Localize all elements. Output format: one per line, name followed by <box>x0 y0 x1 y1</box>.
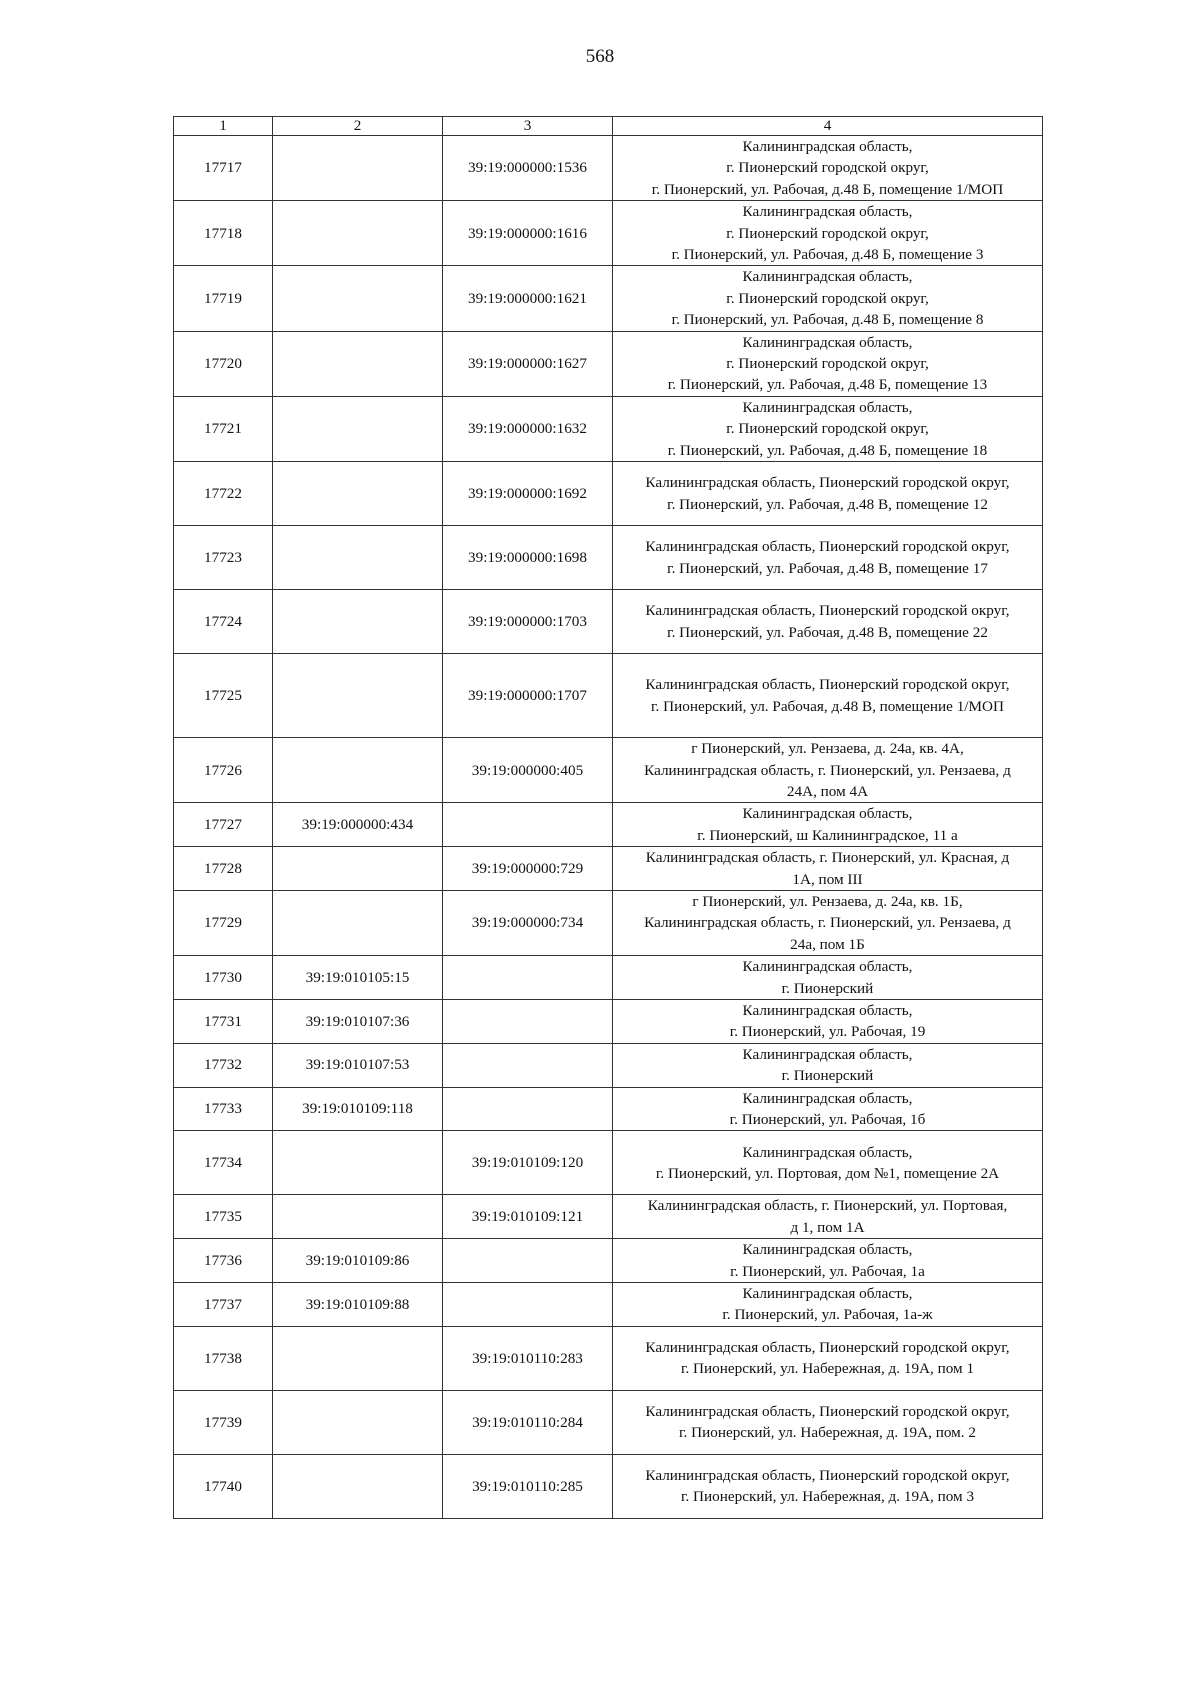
cadastral-number-cell <box>273 462 443 526</box>
cadastral-number-cell <box>443 1043 613 1087</box>
cadastral-number-cell: 39:19:000000:734 <box>443 890 613 955</box>
cadastral-number-cell <box>273 738 443 803</box>
address-cell <box>613 847 1043 891</box>
row-number-cell: 17717 <box>174 136 273 201</box>
cadastral-number-cell <box>273 1131 443 1195</box>
address-cell <box>613 1283 1043 1327</box>
cadastral-number-cell <box>273 847 443 891</box>
address-line: 1А, пом III <box>792 870 863 888</box>
address-line: Калининградская область, <box>742 958 913 976</box>
address-line: Калининградская область, <box>742 138 913 155</box>
address-line: г. Пионерский городской округ, <box>726 159 929 177</box>
address-cell <box>613 526 1043 590</box>
address-cell <box>613 396 1043 461</box>
cadastral-number-cell: 39:19:000000:1703 <box>443 590 613 654</box>
cadastral-number-cell: 39:19:000000:1707 <box>443 654 613 738</box>
address-cell <box>613 956 1043 1000</box>
cadastral-number-cell: 39:19:000000:1692 <box>443 462 613 526</box>
table-row <box>174 590 1043 654</box>
row-number-cell: 17737 <box>174 1283 273 1327</box>
address-line: г. Пионерский <box>781 979 874 997</box>
row-number-cell: 17719 <box>174 266 273 331</box>
cadastral-number-cell <box>273 1326 443 1390</box>
address-line: д 1, пом 1А <box>790 1218 865 1236</box>
address-line: Калининградская область, <box>742 398 913 416</box>
address-cell <box>613 331 1043 396</box>
address-line: Калининградская область, Пионерский городской округ, <box>645 1402 1010 1420</box>
table-row <box>174 201 1043 266</box>
cadastral-number-cell: 39:19:010109:88 <box>273 1283 443 1327</box>
cadastral-number-cell <box>273 266 443 331</box>
row-number-cell: 17733 <box>174 1087 273 1131</box>
table-row <box>174 526 1043 590</box>
address-line: Калининградская область, Пионерский городской округ, <box>645 1338 1010 1356</box>
row-number-cell: 17725 <box>174 654 273 738</box>
address-line: г Пионерский, ул. Рензаева, д. 24а, кв. 1Б, <box>692 892 963 910</box>
column-header: 3 <box>443 117 613 136</box>
cadastral-number-cell <box>273 396 443 461</box>
address-line: г. Пионерский, ул. Рабочая, д.48 Б, помещение 18 <box>667 441 988 459</box>
table-row <box>174 1326 1043 1390</box>
registry-table-body <box>174 117 1043 1519</box>
address-cell <box>613 136 1043 201</box>
address-line: г. Пионерский, ул. Рабочая, д.48 В, помещение 1/МОП <box>651 697 1004 715</box>
row-number-cell: 17726 <box>174 738 273 803</box>
address-line: г. Пионерский, ул. Набережная, д. 19А, пом 3 <box>680 1488 975 1506</box>
row-number-cell: 17738 <box>174 1326 273 1390</box>
address-line: Калининградская область, г. Пионерский, ул. Рензаева, д <box>644 761 1011 779</box>
table-row <box>174 1390 1043 1454</box>
table-row <box>174 136 1043 201</box>
address-line: 24а, пом 1Б <box>790 935 865 953</box>
row-number-cell: 17732 <box>174 1043 273 1087</box>
table-row <box>174 1087 1043 1131</box>
row-number-cell: 17724 <box>174 590 273 654</box>
cadastral-number-cell <box>273 331 443 396</box>
address-cell <box>613 266 1043 331</box>
page-number: 568 <box>585 46 615 67</box>
cadastral-number-cell: 39:19:010107:36 <box>273 999 443 1043</box>
cadastral-number-cell: 39:19:010107:53 <box>273 1043 443 1087</box>
cadastral-number-cell: 39:19:010109:118 <box>273 1087 443 1131</box>
table-row <box>174 1239 1043 1283</box>
address-line: г. Пионерский, ул. Набережная, д. 19А, пом 1 <box>680 1360 975 1378</box>
cadastral-number-cell <box>273 1195 443 1239</box>
address-line: Калининградская область, Пионерский городской округ, <box>645 602 1010 620</box>
row-number-cell: 17718 <box>174 201 273 266</box>
address-line: г. Пионерский, ул. Рабочая, д.48 Б, помещение 1/МОП <box>651 180 1004 198</box>
address-cell <box>613 738 1043 803</box>
cadastral-number-cell: 39:19:000000:1627 <box>443 331 613 396</box>
table-row <box>174 266 1043 331</box>
table-row <box>174 999 1043 1043</box>
cadastral-number-cell: 39:19:000000:405 <box>443 738 613 803</box>
address-cell <box>613 201 1043 266</box>
row-number-cell: 17729 <box>174 890 273 955</box>
cadastral-number-cell: 39:19:010109:121 <box>443 1195 613 1239</box>
table-row <box>174 803 1043 847</box>
column-header: 1 <box>174 117 273 136</box>
address-line: Калининградская область, Пионерский городской округ, <box>645 538 1010 556</box>
table-row <box>174 1454 1043 1518</box>
cadastral-number-cell <box>273 654 443 738</box>
cadastral-number-cell: 39:19:010110:285 <box>443 1454 613 1518</box>
address-line: Калининградская область, <box>742 203 913 221</box>
cadastral-number-cell <box>273 201 443 266</box>
cadastral-number-cell: 39:19:000000:1616 <box>443 201 613 266</box>
address-cell <box>613 462 1043 526</box>
table-header-row <box>174 117 1043 136</box>
cadastral-number-cell <box>443 803 613 847</box>
cadastral-number-cell: 39:19:000000:729 <box>443 847 613 891</box>
cadastral-number-cell <box>443 956 613 1000</box>
address-line: Калининградская область, Пионерский городской округ, <box>645 676 1010 694</box>
address-cell <box>613 803 1043 847</box>
table-row <box>174 1131 1043 1195</box>
column-header: 4 <box>613 117 1043 136</box>
column-header: 2 <box>273 117 443 136</box>
table-row <box>174 654 1043 738</box>
row-number-cell: 17720 <box>174 331 273 396</box>
cadastral-number-cell <box>273 1454 443 1518</box>
address-cell <box>613 890 1043 955</box>
cadastral-number-cell: 39:19:010109:86 <box>273 1239 443 1283</box>
row-number-cell: 17721 <box>174 396 273 461</box>
address-line: г. Пионерский, ул. Рабочая, д.48 Б, помещение 3 <box>671 246 984 264</box>
address-line: г. Пионерский городской округ, <box>726 224 929 242</box>
address-cell <box>613 1326 1043 1390</box>
address-line: г. Пионерский городской округ, <box>726 420 929 438</box>
address-line: 24А, пом 4А <box>786 782 869 800</box>
row-number-cell: 17727 <box>174 803 273 847</box>
address-line: г. Пионерский городской округ, <box>726 289 929 307</box>
address-line: г. Пионерский, ул. Рабочая, 1б <box>729 1111 926 1128</box>
address-line: Калининградская область, Пионерский городской округ, <box>645 474 1010 492</box>
address-cell <box>613 1390 1043 1454</box>
address-line: г. Пионерский городской округ, <box>726 355 929 373</box>
table-row <box>174 331 1043 396</box>
cadastral-number-cell <box>443 1087 613 1131</box>
table-row <box>174 1283 1043 1327</box>
address-line: Калининградская область, <box>742 268 913 286</box>
address-line: г. Пионерский, ул. Рабочая, 1а <box>730 1262 925 1280</box>
address-line: г. Пионерский, ул. Рабочая, д.48 Б, помещение 13 <box>667 376 988 394</box>
address-line: г. Пионерский, ул. Рабочая, д.48 В, помещение 22 <box>667 623 988 641</box>
address-line: г. Пионерский, ул. Рабочая, д.48 Б, помещение 8 <box>671 311 984 329</box>
row-number-cell: 17728 <box>174 847 273 891</box>
address-line: Калининградская область, г. Пионерский, ул. Рензаева, д <box>644 914 1011 932</box>
row-number-cell: 17723 <box>174 526 273 590</box>
row-number-cell: 17722 <box>174 462 273 526</box>
address-line: Калининградская область, <box>742 1241 913 1259</box>
address-line: г Пионерский, ул. Рензаева, д. 24а, кв. 4А, <box>691 740 964 758</box>
address-line: г. Пионерский, ул. Рабочая, 1а-ж <box>722 1306 933 1324</box>
row-number-cell: 17734 <box>174 1131 273 1195</box>
address-line: г. Пионерский, ул. Портовая, дом №1, помещение 2А <box>655 1164 1000 1182</box>
table-row <box>174 847 1043 891</box>
address-cell <box>613 999 1043 1043</box>
cadastral-number-cell: 39:19:000000:1536 <box>443 136 613 201</box>
cadastral-number-cell <box>443 999 613 1043</box>
address-cell <box>613 1043 1043 1087</box>
cadastral-number-cell: 39:19:010109:120 <box>443 1131 613 1195</box>
table-row <box>174 1195 1043 1239</box>
address-line: г. Пионерский, ул. Рабочая, д.48 В, помещение 12 <box>667 495 988 513</box>
address-cell <box>613 590 1043 654</box>
address-line: Калининградская область, г. Пионерский, ул. Портовая, <box>647 1197 1008 1215</box>
cadastral-number-cell <box>273 526 443 590</box>
row-number-cell: 17739 <box>174 1390 273 1454</box>
table-row <box>174 396 1043 461</box>
cadastral-number-cell <box>443 1239 613 1283</box>
address-line: г. Пионерский <box>781 1067 874 1085</box>
address-line: Калининградская область, <box>742 1001 913 1019</box>
cadastral-number-cell: 39:19:000000:1621 <box>443 266 613 331</box>
cadastral-number-cell: 39:19:010110:284 <box>443 1390 613 1454</box>
address-cell <box>613 654 1043 738</box>
address-line: Калининградская область, <box>742 333 913 351</box>
address-line: Калининградская область, <box>742 1285 913 1303</box>
address-cell <box>613 1131 1043 1195</box>
cadastral-number-cell <box>273 890 443 955</box>
cadastral-number-cell: 39:19:000000:1698 <box>443 526 613 590</box>
address-line: г. Пионерский, ш Калининградское, 11 а <box>697 826 958 844</box>
cadastral-number-cell: 39:19:010105:15 <box>273 956 443 1000</box>
row-number-cell: 17735 <box>174 1195 273 1239</box>
address-line: Калининградская область, г. Пионерский, ул. Красная, д <box>645 849 1010 867</box>
row-number-cell: 17736 <box>174 1239 273 1283</box>
cadastral-number-cell <box>273 590 443 654</box>
address-line: Калининградская область, <box>742 1045 913 1063</box>
address-cell <box>613 1239 1043 1283</box>
registry-table <box>173 116 1043 1519</box>
cadastral-number-cell <box>443 1283 613 1327</box>
address-line: г. Пионерский, ул. Рабочая, 19 <box>729 1023 926 1041</box>
row-number-cell: 17730 <box>174 956 273 1000</box>
cadastral-number-cell: 39:19:010110:283 <box>443 1326 613 1390</box>
table-row <box>174 956 1043 1000</box>
table-row <box>174 462 1043 526</box>
row-number-cell: 17740 <box>174 1454 273 1518</box>
address-line: Калининградская область, Пионерский городской округ, <box>645 1466 1010 1484</box>
table-row <box>174 890 1043 955</box>
address-cell <box>613 1087 1043 1131</box>
table-row <box>174 738 1043 803</box>
cadastral-number-cell <box>273 136 443 201</box>
address-line: г. Пионерский, ул. Рабочая, д.48 В, помещение 17 <box>667 559 988 577</box>
address-cell <box>613 1195 1043 1239</box>
address-line: Калининградская область, <box>742 1143 913 1161</box>
cadastral-number-cell: 39:19:000000:434 <box>273 803 443 847</box>
address-cell <box>613 1454 1043 1518</box>
address-line: Калининградская область, <box>742 1089 913 1107</box>
cadastral-number-cell: 39:19:000000:1632 <box>443 396 613 461</box>
address-line: г. Пионерский, ул. Набережная, д. 19А, пом. 2 <box>679 1424 976 1442</box>
address-line: Калининградская область, <box>742 805 913 823</box>
table-row <box>174 1043 1043 1087</box>
row-number-cell: 17731 <box>174 999 273 1043</box>
cadastral-number-cell <box>273 1390 443 1454</box>
